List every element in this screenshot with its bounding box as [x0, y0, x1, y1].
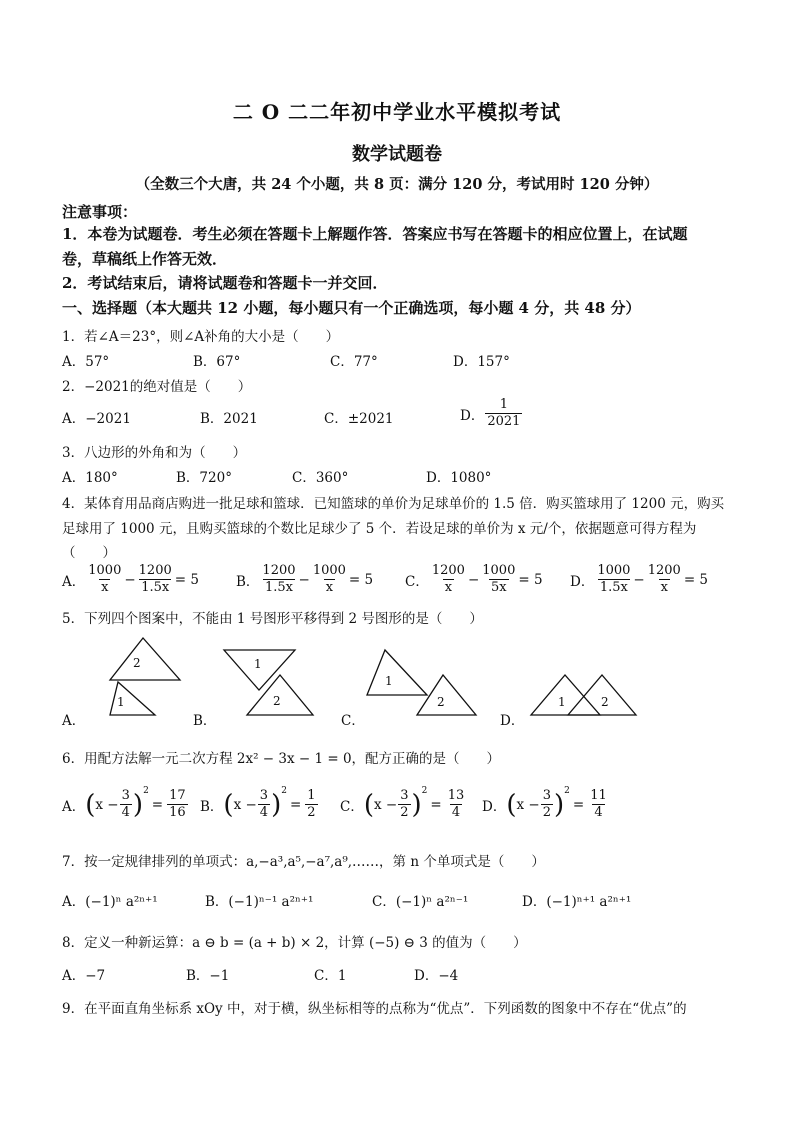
- svg-text:1: 1: [385, 674, 393, 688]
- question-2-option-a: A．−2021: [62, 411, 131, 427]
- question-3-option-a: A．180°: [62, 470, 118, 486]
- svg-text:1: 1: [117, 695, 125, 709]
- figure-d: [531, 675, 636, 715]
- fraction: $\frac{1}{2021}$: [487, 397, 521, 429]
- question-8-option-d: D．−4: [414, 968, 459, 984]
- question-1-option-a: A．57°: [62, 354, 110, 370]
- question-1-option-d: D．157°: [453, 354, 510, 370]
- question-7-option-a: A．(−1)ⁿ a²ⁿ⁺¹: [62, 894, 158, 910]
- question-5-option-c: C．: [341, 713, 365, 729]
- question-4-option-c: C． $\frac{1200}{x}$ − $\frac{1000}{5x}$ = 5: [405, 563, 543, 595]
- question-2-option-d: D． $\frac{1}{2021}$: [460, 397, 521, 429]
- question-2-stem: 2．−2021的绝对值是（ ）: [62, 379, 252, 395]
- figure-b: [224, 650, 313, 715]
- question-3-option-b: B．720°: [176, 470, 232, 486]
- question-4-option-a: A． $\frac{1000}{x}$ − $\frac{1200}{1.5x}$ = 5: [62, 563, 199, 595]
- question-3-option-d: D．1080°: [426, 470, 492, 486]
- notice-item-1-line-2: 卷，草稿纸上作答无效．: [62, 250, 228, 268]
- svg-text:2: 2: [133, 656, 141, 670]
- question-5-option-a: A．: [62, 713, 86, 729]
- question-5-stem: 5．下列四个图案中，不能由 1 号图形平移得到 2 号图形的是（ ）: [62, 611, 483, 627]
- question-3-stem: 3．八边形的外角和为（ ）: [62, 445, 247, 461]
- question-3-option-c: C．360°: [292, 470, 349, 486]
- question-5-option-d: D．: [500, 713, 525, 729]
- figure-a: [110, 638, 180, 715]
- question-1-stem: 1．若∠A＝23°，则∠A补角的大小是（ ）: [62, 329, 340, 345]
- svg-text:1: 1: [254, 657, 262, 671]
- exam-info: （全数三个大唐，共 24 个小题，共 8 页：满分 120 分，考试用时 120 分钟）: [135, 176, 659, 193]
- question-6-stem: 6．用配方法解一元二次方程 2x² − 3x − 1 = 0，配方正确的是（ ）: [62, 751, 501, 767]
- figure-c: [367, 650, 476, 715]
- question-7-option-c: C．(−1)ⁿ a²ⁿ⁻¹: [372, 894, 469, 910]
- question-8-option-a: A．−7: [62, 968, 106, 984]
- question-6-option-a: A． ( x − $\frac{3}{4}$ ) $^2$ = $\frac{17}{16}$: [62, 786, 186, 820]
- question-1-option-b: B．67°: [193, 354, 241, 370]
- question-6-option-c: C． ( x − $\frac{3}{2}$ ) $^2$ = $\frac{13}{4}$: [340, 786, 465, 820]
- question-1-option-c: C．77°: [330, 354, 378, 370]
- svg-text:2: 2: [601, 695, 609, 709]
- question-8-option-c: C．1: [314, 968, 347, 984]
- svg-text:2: 2: [437, 695, 445, 709]
- question-2-option-c: C．±2021: [324, 411, 394, 427]
- question-6-option-d: D． ( x − $\frac{3}{2}$ ) $^2$ = $\frac{11}{4}$: [482, 786, 607, 820]
- question-4-stem-line-2: 足球用了 1000 元，且购买篮球的个数比足球少了 5 个．若设足球的单价为 x 元/个，依据题意可得方程为: [62, 521, 697, 537]
- svg-text:1: 1: [558, 695, 566, 709]
- question-4-option-d: D． $\frac{1000}{1.5x}$ − $\frac{1200}{x}$ = 5: [570, 563, 709, 595]
- question-4-stem-line-1: 4．某体育用品商店购进一批足球和篮球．已知篮球的单价为足球单价的 1.5 倍．购买篮球用了 1200 元，购买: [62, 496, 725, 512]
- exam-title: 二 O 二二年初中学业水平模拟考试: [232, 100, 562, 124]
- exam-subtitle: 数学试题卷: [352, 144, 442, 165]
- question-7-option-d: D．(−1)ⁿ⁺¹ a²ⁿ⁺¹: [522, 894, 632, 910]
- question-2-option-b: B．2021: [200, 411, 258, 427]
- figure-a-triangle-2: [110, 638, 180, 680]
- figure-c-triangle-1: [367, 650, 427, 695]
- notice-item-2: 2．考试结束后，请将试题卷和答题卡一并交回．: [62, 274, 388, 292]
- question-7-option-b: B．(−1)ⁿ⁻¹ a²ⁿ⁺¹: [205, 894, 314, 910]
- section-1-heading: 一、选择题（本大题共 12 小题，每小题只有一个正确选项，每小题 4 分，共 48 分）: [62, 299, 641, 317]
- question-6-option-b: B． ( x − $\frac{3}{4}$ ) $^2$ = $\frac{1}{2}$: [200, 786, 316, 820]
- question-5-option-b: B．: [193, 713, 217, 729]
- question-4-option-b: B． $\frac{1200}{1.5x}$ − $\frac{1000}{x}$ = 5: [236, 563, 374, 595]
- question-9-stem: 9．在平面直角坐标系 xOy 中，对于横，纵坐标相等的点称为“优点”．下列函数的图象中不存在“优点”的: [62, 1001, 687, 1017]
- notice-heading: 注意事项：: [62, 203, 138, 221]
- question-8-option-b: B．−1: [186, 968, 230, 984]
- question-4-stem-line-3: （ ）: [62, 545, 116, 561]
- svg-text:2: 2: [273, 694, 281, 708]
- question-8-stem: 8．定义一种新运算：a ⊖ b = (a + b) × 2，计算 (−5) ⊖ 3 的值为（ ）: [62, 935, 527, 951]
- question-5-figures: [0, 630, 794, 730]
- notice-item-1-line-1: 1．本卷为试题卷．考生必须在答题卡上解题作答．答案应书写在答题卡的相应位置上，在试题: [62, 225, 688, 243]
- question-7-stem: 7．按一定规律排列的单项式：a,−a³,a⁵,−a⁷,a⁹,……，第 n 个单项式是（ ）: [62, 854, 545, 870]
